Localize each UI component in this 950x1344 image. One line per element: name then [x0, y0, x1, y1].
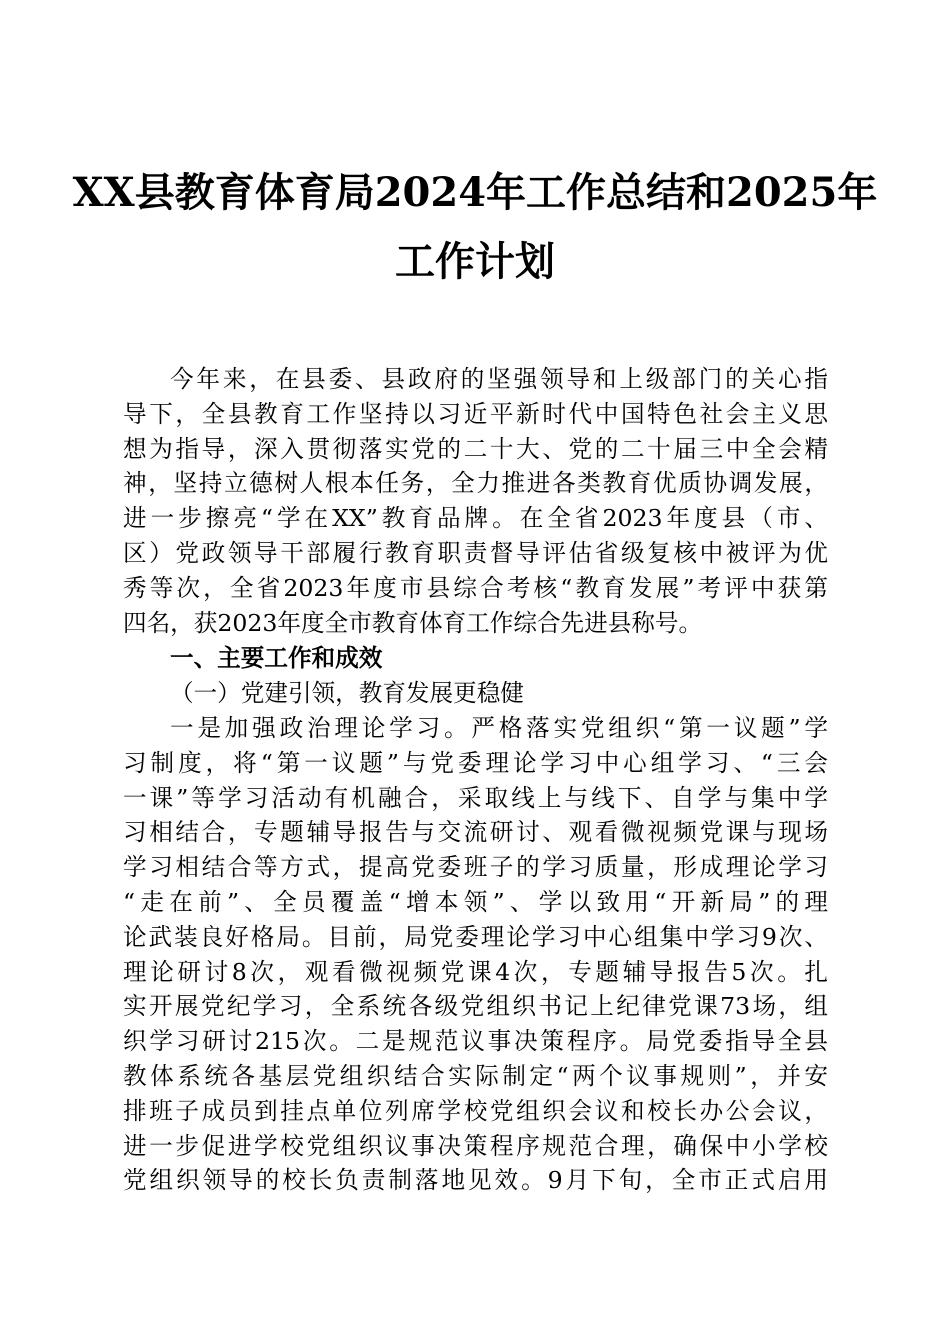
intro-line: 想为指导，深入贯彻落实党的二十大、党的二十届三中全会精: [123, 434, 828, 463]
body-line: 织学习研讨215次。二是规范议事决策程序。局党委指导全县: [123, 1027, 828, 1056]
intro-line: 进一步擦亮“学在XX”教育品牌。在全省2023年度县（市、: [123, 504, 828, 533]
intro-line: 区）党政领导干部履行教育职责督导评估省级复核中被评为优: [123, 538, 828, 567]
body-line: 习制度，将“第一议题”与党委理论学习中心组学习、“三会: [123, 748, 828, 777]
body-line: 理论研讨8次，观看微视频党课4次，专题辅导报告5次。扎: [123, 957, 828, 986]
intro-line: 导下，全县教育工作坚持以习近平新时代中国特色社会主义思: [123, 399, 828, 428]
body-line: 教体系统各基层党组织结合实际制定“两个议事规则”，并安: [123, 1061, 828, 1090]
body-line: “走在前”、全员覆盖“增本领”、学以致用“开新局”的理: [123, 887, 828, 916]
section-heading: 一、主要工作和成效: [170, 644, 383, 672]
body-line: 论武装良好格局。目前，局党委理论学习中心组集中学习9次、: [123, 922, 828, 951]
body-line: 排班子成员到挂点单位列席学校党组织会议和校长办公会议，: [123, 1096, 828, 1125]
intro-paragraph: [123, 362, 828, 640]
party-building-paragraph: [123, 711, 828, 1198]
intro-line: 秀等次，全省2023年度市县综合考核“教育发展”考评中获第: [123, 573, 828, 602]
intro-line: 神，坚持立德树人根本任务，全力推进各类教育优质协调发展，: [123, 469, 828, 498]
intro-line: 今年来，在县委、县政府的坚强领导和上级部门的关心指: [170, 365, 828, 393]
body-line: 学习相结合等方式，提高党委班子的学习质量，形成理论学习: [123, 853, 828, 882]
body-line: 实开展党纪学习，全系统各级党组织书记上纪律党课73场，组: [123, 992, 828, 1021]
body-line: 进一步促进学校党组织议事决策程序规范合理，确保中小学校: [123, 1131, 828, 1160]
intro-line: 四名，获2023年度全市教育体育工作综合先进县称号。: [123, 608, 703, 637]
document-title-line-2: 工作计划: [395, 238, 555, 285]
body-line: 一课”等学习活动有机融合，采取线上与线下、自学与集中学: [123, 783, 828, 812]
body-line: 一是加强政治理论学习。严格落实党组织“第一议题”学: [170, 714, 828, 742]
document-title-line-1: XX县教育体育局2024年工作总结和2025年: [72, 169, 878, 216]
subsection-heading: （一）党建引领，教育发展更稳健: [170, 679, 524, 707]
body-line: 习相结合，专题辅导报告与交流研讨、观看微视频党课与现场: [123, 818, 828, 847]
body-line: 党组织领导的校长负责制落地见效。9月下旬，全市正式启用: [123, 1166, 828, 1195]
